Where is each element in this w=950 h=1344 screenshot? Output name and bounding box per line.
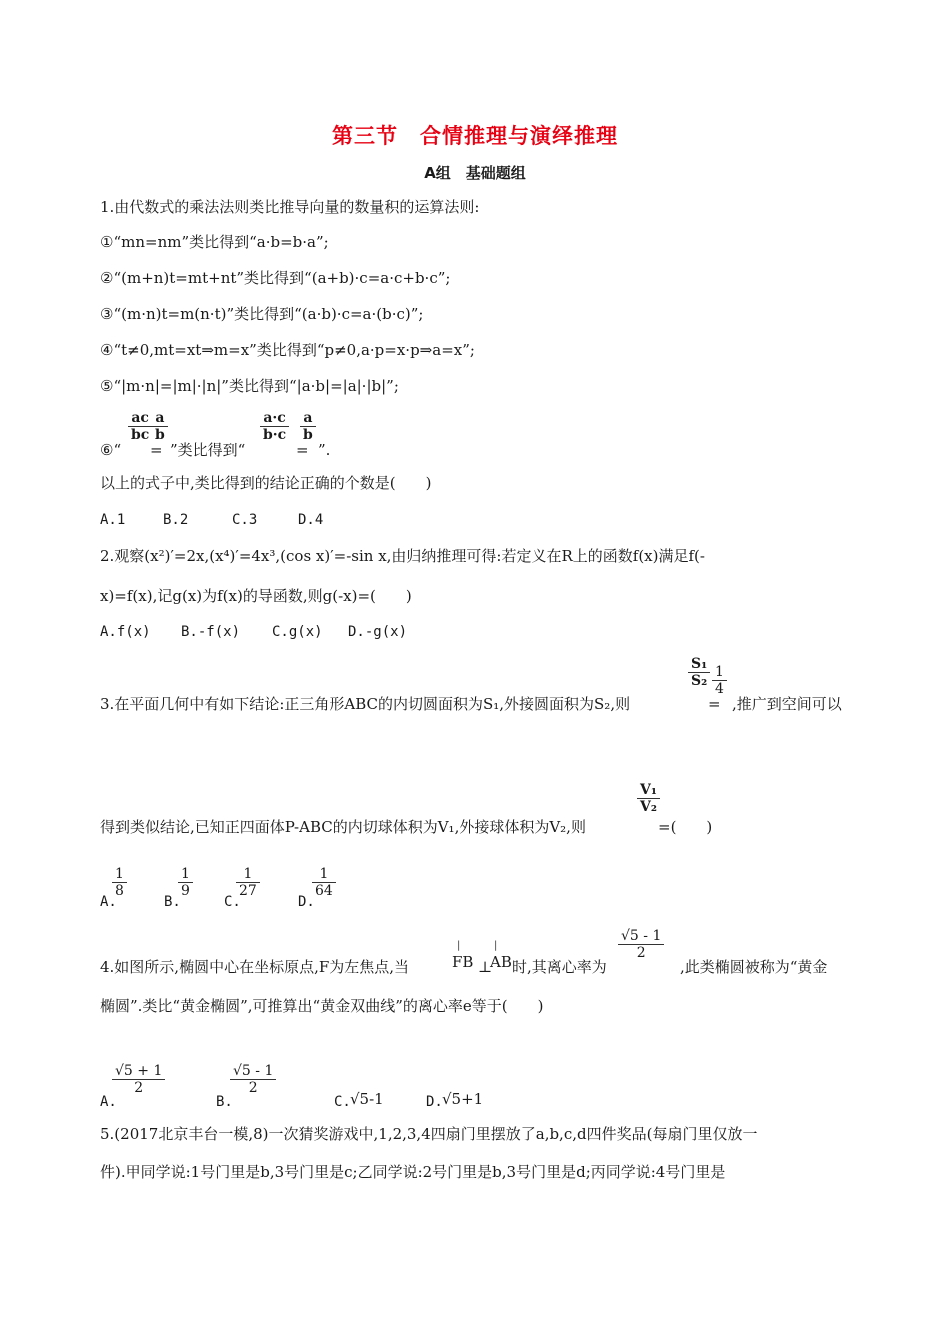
- group-heading: A组 基础题组: [424, 164, 526, 182]
- q3-line-1b: ,推广到空间可以: [732, 695, 842, 713]
- q5-line-2: 件).甲同学说:1号门里是b,3号门里是c;乙同学说:2号门里是b,3号门里是d;丙同学说:4号门里是: [100, 1163, 726, 1181]
- fraction-v1-v2: V₁ V₂: [637, 782, 660, 815]
- q2-line-1: 2.观察(x²)′=2x,(x⁴)′=4x³,(cos x)′=-sin x,由归纳推理可得:若定义在R上的函数f(x)满足f(-: [100, 547, 705, 565]
- q1-item-5: ⑤“|m·n|=|m|·|n|”类比得到“|a·b|=|a|·|b|”;: [100, 377, 399, 395]
- q1-option-b: B.2: [163, 512, 189, 528]
- q1-item-4: ④“t≠0,mt=xt⇒m=x”类比得到“p≠0,a·p=x·p⇒a=x”;: [100, 341, 475, 359]
- q2-option-b: B.-f(x): [181, 624, 241, 640]
- q1-stem: 1.由代数式的乘法法则类比推导向量的数量积的运算法则:: [100, 198, 480, 216]
- vector-fb: FB: [452, 953, 474, 971]
- q1-item-1: ①“mn=nm”类比得到“a·b=b·a”;: [100, 233, 329, 251]
- q3-line-2a: 得到类似结论,已知正四面体P-ABC的内切球体积为V₁,外接球体积为V₂,则: [100, 818, 586, 836]
- fraction-ac-bc-vector: a·c b·c: [260, 410, 289, 443]
- q1-option-a: A.1: [100, 512, 126, 528]
- q4-line-2: 椭圆”.类比“黄金椭圆”,可推算出“黄金双曲线”的离心率e等于( ): [100, 997, 544, 1015]
- vector-ab: AB: [490, 953, 512, 971]
- q2-option-a: A.f(x): [100, 624, 151, 640]
- fraction-golden-ratio: √5 - 1 2: [618, 928, 664, 961]
- q2-option-c: C.g(x): [272, 624, 323, 640]
- q1-item-2: ②“(m+n)t=mt+nt”类比得到“(a+b)·c=a·c+b·c”;: [100, 269, 451, 287]
- q2-line-2: x)=f(x),记g(x)为f(x)的导函数,则g(-x)=( ): [100, 587, 412, 605]
- q4-line-1a: 4.如图所示,椭圆中心在坐标原点,F为左焦点,当: [100, 958, 410, 976]
- page-title: 第三节 合情推理与演绎推理: [332, 124, 618, 148]
- fraction-ac-bc: ac bc: [128, 410, 152, 443]
- q4-line-1b: 时,其离心率为: [512, 958, 607, 976]
- q1-ask: 以上的式子中,类比得到的结论正确的个数是( ): [100, 474, 432, 492]
- fraction-s1-s2: S₁ S₂: [688, 656, 710, 689]
- q4-line-1c: ,此类椭圆被称为“黄金: [680, 958, 828, 976]
- fraction-a-b-vector: a b: [300, 410, 316, 443]
- q1-item6-prefix: ⑥“: [100, 441, 122, 459]
- q3-line-2b: =( ): [658, 818, 713, 836]
- q2-option-d: D.-g(x): [348, 624, 408, 640]
- q1-option-d: D.4: [298, 512, 324, 528]
- fraction-a-b: a b: [152, 410, 168, 443]
- perp-symbol: ⊥: [478, 958, 493, 976]
- q3-line-1a: 3.在平面几何中有如下结论:正三角形ABC的内切圆面积为S₁,外接圆面积为S₂,则: [100, 695, 631, 713]
- fraction-one-quarter: 1 4: [712, 664, 727, 697]
- q5-line-1: 5.(2017北京丰台一模,8)一次猜奖游戏中,1,2,3,4四扇门里摆放了a,b,c,d四件奖品(每扇门里仅放一: [100, 1125, 758, 1143]
- q1-option-c: C.3: [232, 512, 258, 528]
- q1-item-3: ③“(m·n)t=m(n·t)”类比得到“(a·b)·c=a·(b·c)”;: [100, 305, 424, 323]
